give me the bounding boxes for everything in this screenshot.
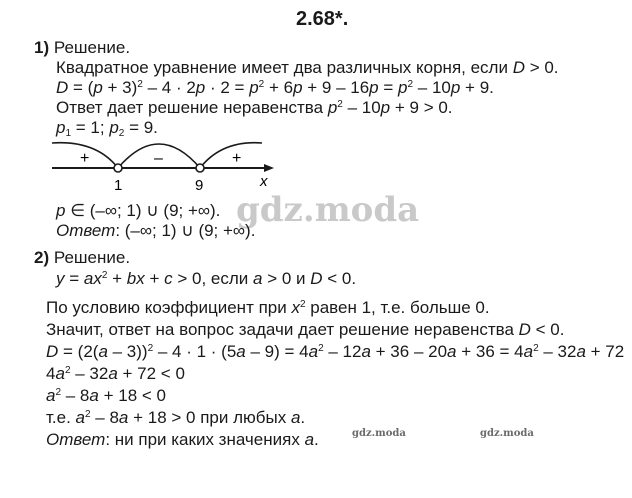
watermark-small-left: gdz.moda	[352, 428, 406, 439]
point-label-9: 9	[195, 177, 204, 194]
watermark-logo: gdz.moda	[236, 190, 420, 230]
part2-line6: т.е. $a^2 - 8a + 18 > 0$ при любых a.	[46, 408, 306, 427]
part1-line1: Квадратное уравнение имеет два различных корня, если D > 0.	[56, 58, 559, 77]
sign-middle: –	[154, 150, 163, 167]
part2-line4: $4a^2 - 32a + 72 < 0$	[46, 364, 185, 383]
part1-solution: p ∈ (–∞; 1) ∪ (9; +∞).	[56, 201, 221, 220]
sign-left: +	[80, 150, 90, 167]
part1-heading: Решение.	[53, 38, 131, 57]
part1-inequality: Ответ дает решение неравенства $p^2 - 10p + 9 > 0$.	[56, 98, 453, 117]
sign-right: +	[232, 150, 242, 167]
axis-label: x	[260, 173, 268, 190]
watermark-small-right: gdz.moda	[480, 428, 534, 439]
open-point-1	[114, 164, 122, 172]
part2-line5: $a^2 - 8a + 18 < 0$	[46, 386, 166, 405]
part2-line1: По условию коэффициент при $x^2$ равен 1, т.е. больше 0.	[46, 298, 490, 317]
answer-label: Ответ	[46, 430, 106, 449]
answer-label: Ответ	[56, 221, 116, 240]
part1-roots: $p_1 = 1$; $p_2 = 9$.	[56, 118, 158, 139]
interval-arc-right	[200, 143, 262, 168]
part2-condition: $y = ax^2$ + bx + c > 0, если a > 0 и D < 0.	[56, 269, 357, 288]
part1-answer: Ответ: (–∞; 1) ∪ (9; +∞).	[56, 221, 256, 240]
part2-answer: Ответ: ни при каких значениях a.	[46, 430, 319, 449]
axis-arrow-icon	[264, 164, 274, 172]
open-point-9	[196, 164, 204, 172]
part1-number: 1)	[34, 38, 50, 57]
part2-discriminant: $D = (2(a - 3))^2 - 4 \cdot 1 \cdot (5a - 9) = 4a^2 - 12a + 36 - 20a + 36 = 4a^2 - 32a + 72$	[46, 342, 625, 361]
part2-heading-line	[34, 248, 130, 268]
part2-line2: Значит, ответ на вопрос задачи дает решение неравенства D < 0.	[46, 320, 565, 339]
part2-number: 2)	[34, 248, 50, 267]
part1-discriminant: $D = (p + 3)^2 - 4 \cdot 2p \cdot 2 = p^2 + 6p + 9 - 16p = p^2 - 10p + 9$.	[56, 78, 494, 97]
part2-heading: Решение.	[53, 248, 131, 267]
problem-number: 2.68*.	[296, 8, 349, 30]
point-label-1: 1	[114, 177, 123, 194]
